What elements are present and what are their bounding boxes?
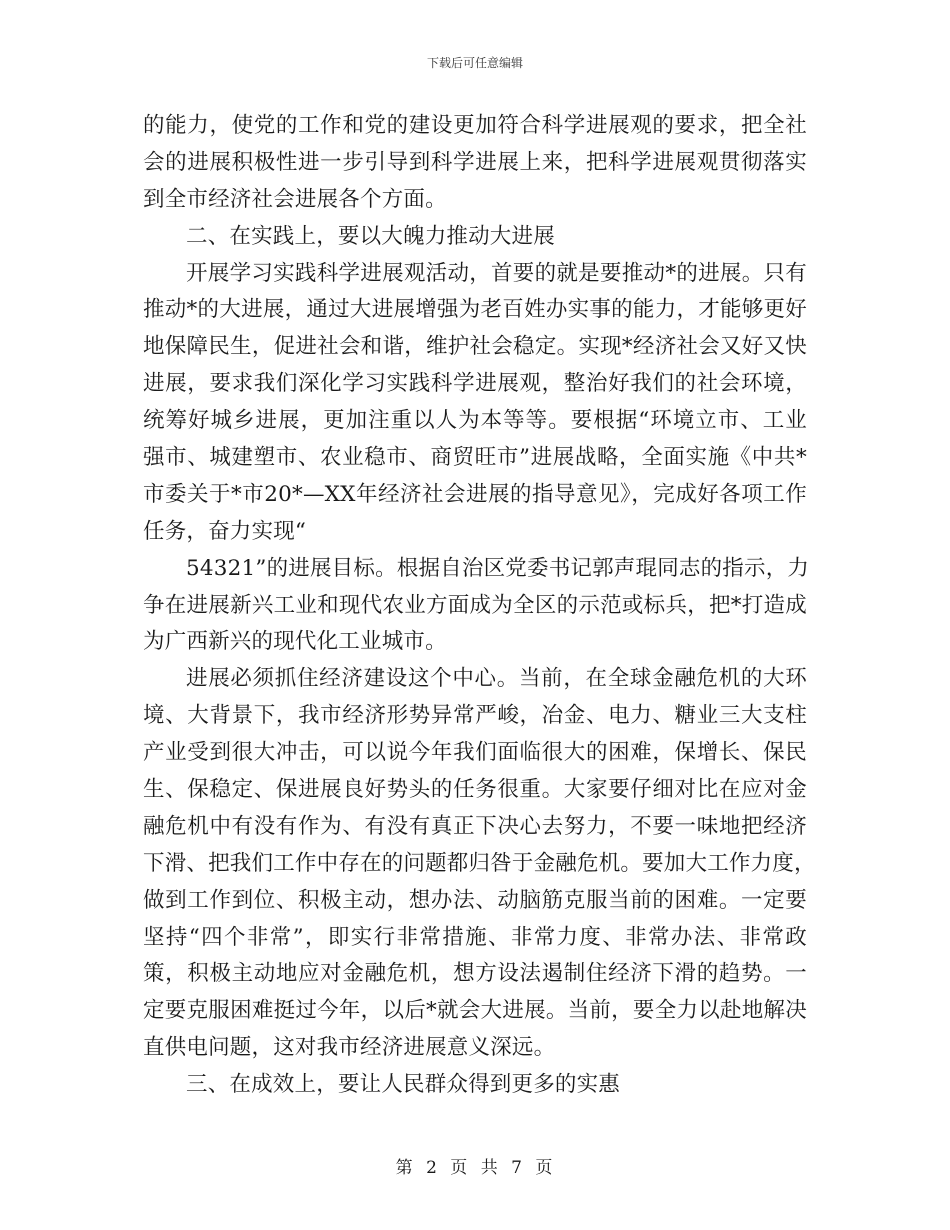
text-line: 下滑、把我们工作中存在的问题都归咎于金融危机。要加大工作力度， [143,850,816,876]
text-line: 到全市经济社会进展各个方面。 [143,186,447,212]
text-line: 定要克服困难挺过今年，以后*就会大进展。当前，要全力以赴地解决 [143,998,807,1024]
text-line: 的能力，使党的工作和党的建设更加符合科学进展观的要求，把全社 [143,113,807,138]
text-line: 做到工作到位、积极主动，想办法、动脑筋克服当前的困难。一定要 [143,887,807,913]
text-line: 进展，要求我们深化学习实践科学进展观，整治好我们的社会环境， [143,371,807,397]
text-line: 开展学习实践科学进展观活动，首要的就是要推动*的进展。只有 [186,260,807,286]
text-line: 直供电问题，这对我市经济进展意义深远。 [143,1035,556,1061]
text-line: 54321”的进展目标。根据自治区党委书记郭声琨同志的指示，力 [186,555,810,581]
text-line: 进展必须抓住经济建设这个中心。当前，在全球金融危机的大环 [186,666,807,692]
text-line: 强市、城建塑市、农业稳市、商贸旺市”进展战略，全面实施《中共* [143,445,807,471]
text-line: 会的进展积极性进一步引导到科学进展上来，把科学进展观贯彻落实 [143,149,807,175]
text-line: 坚持“四个非常”，即实行非常措施、非常力度、非常办法、非常政 [143,924,807,950]
text-line: 统筹好城乡进展，更加注重以人为本等等。要根据“环境立市、工业 [143,408,807,434]
text-line: 任务，奋力实现“ [143,518,307,544]
text-line: 为广西新兴的现代化工业城市。 [143,629,447,655]
page-footer: 第 2 页 共 7 页 [395,1158,555,1178]
text-line: 融危机中有没有作为、有没有真正下决心去努力，不要一味地把经济 [143,813,807,839]
page-header: 下载后可任意编辑 [426,56,523,70]
text-line: 三、在成效上，要让人民群众得到更多的实惠 [186,1072,621,1098]
text-line: 生、保稳定、保进展良好势头的任务很重。大家要仔细对比在应对金 [143,777,807,803]
text-line: 地保障民生，促进社会和谐，维护社会稳定。实现*经济社会又好又快 [143,334,807,360]
text-line: 策，积极主动地应对金融危机，想方设法遏制住经济下滑的趋势。一 [143,961,807,987]
document-body [143,108,816,1104]
text-line: 争在进展新兴工业和现代农业方面成为全区的示范或标兵，把*打造成 [143,592,807,618]
text-line: 境、大背景下，我市经济形势异常严峻，冶金、电力、糖业三大支柱 [143,703,807,729]
text-line: 二、在实践上，要以大魄力推动大进展 [186,223,555,249]
text-line: 市委关于*市20*—XX年经济社会进展的指导意见》，完成好各项工作 [143,481,807,507]
text-line: 产业受到很大冲击，可以说今年我们面临很大的困难，保增长、保民 [143,740,807,766]
text-line: 推动*的大进展，通过大进展增强为老百姓办实事的能力，才能够更好 [143,297,807,323]
